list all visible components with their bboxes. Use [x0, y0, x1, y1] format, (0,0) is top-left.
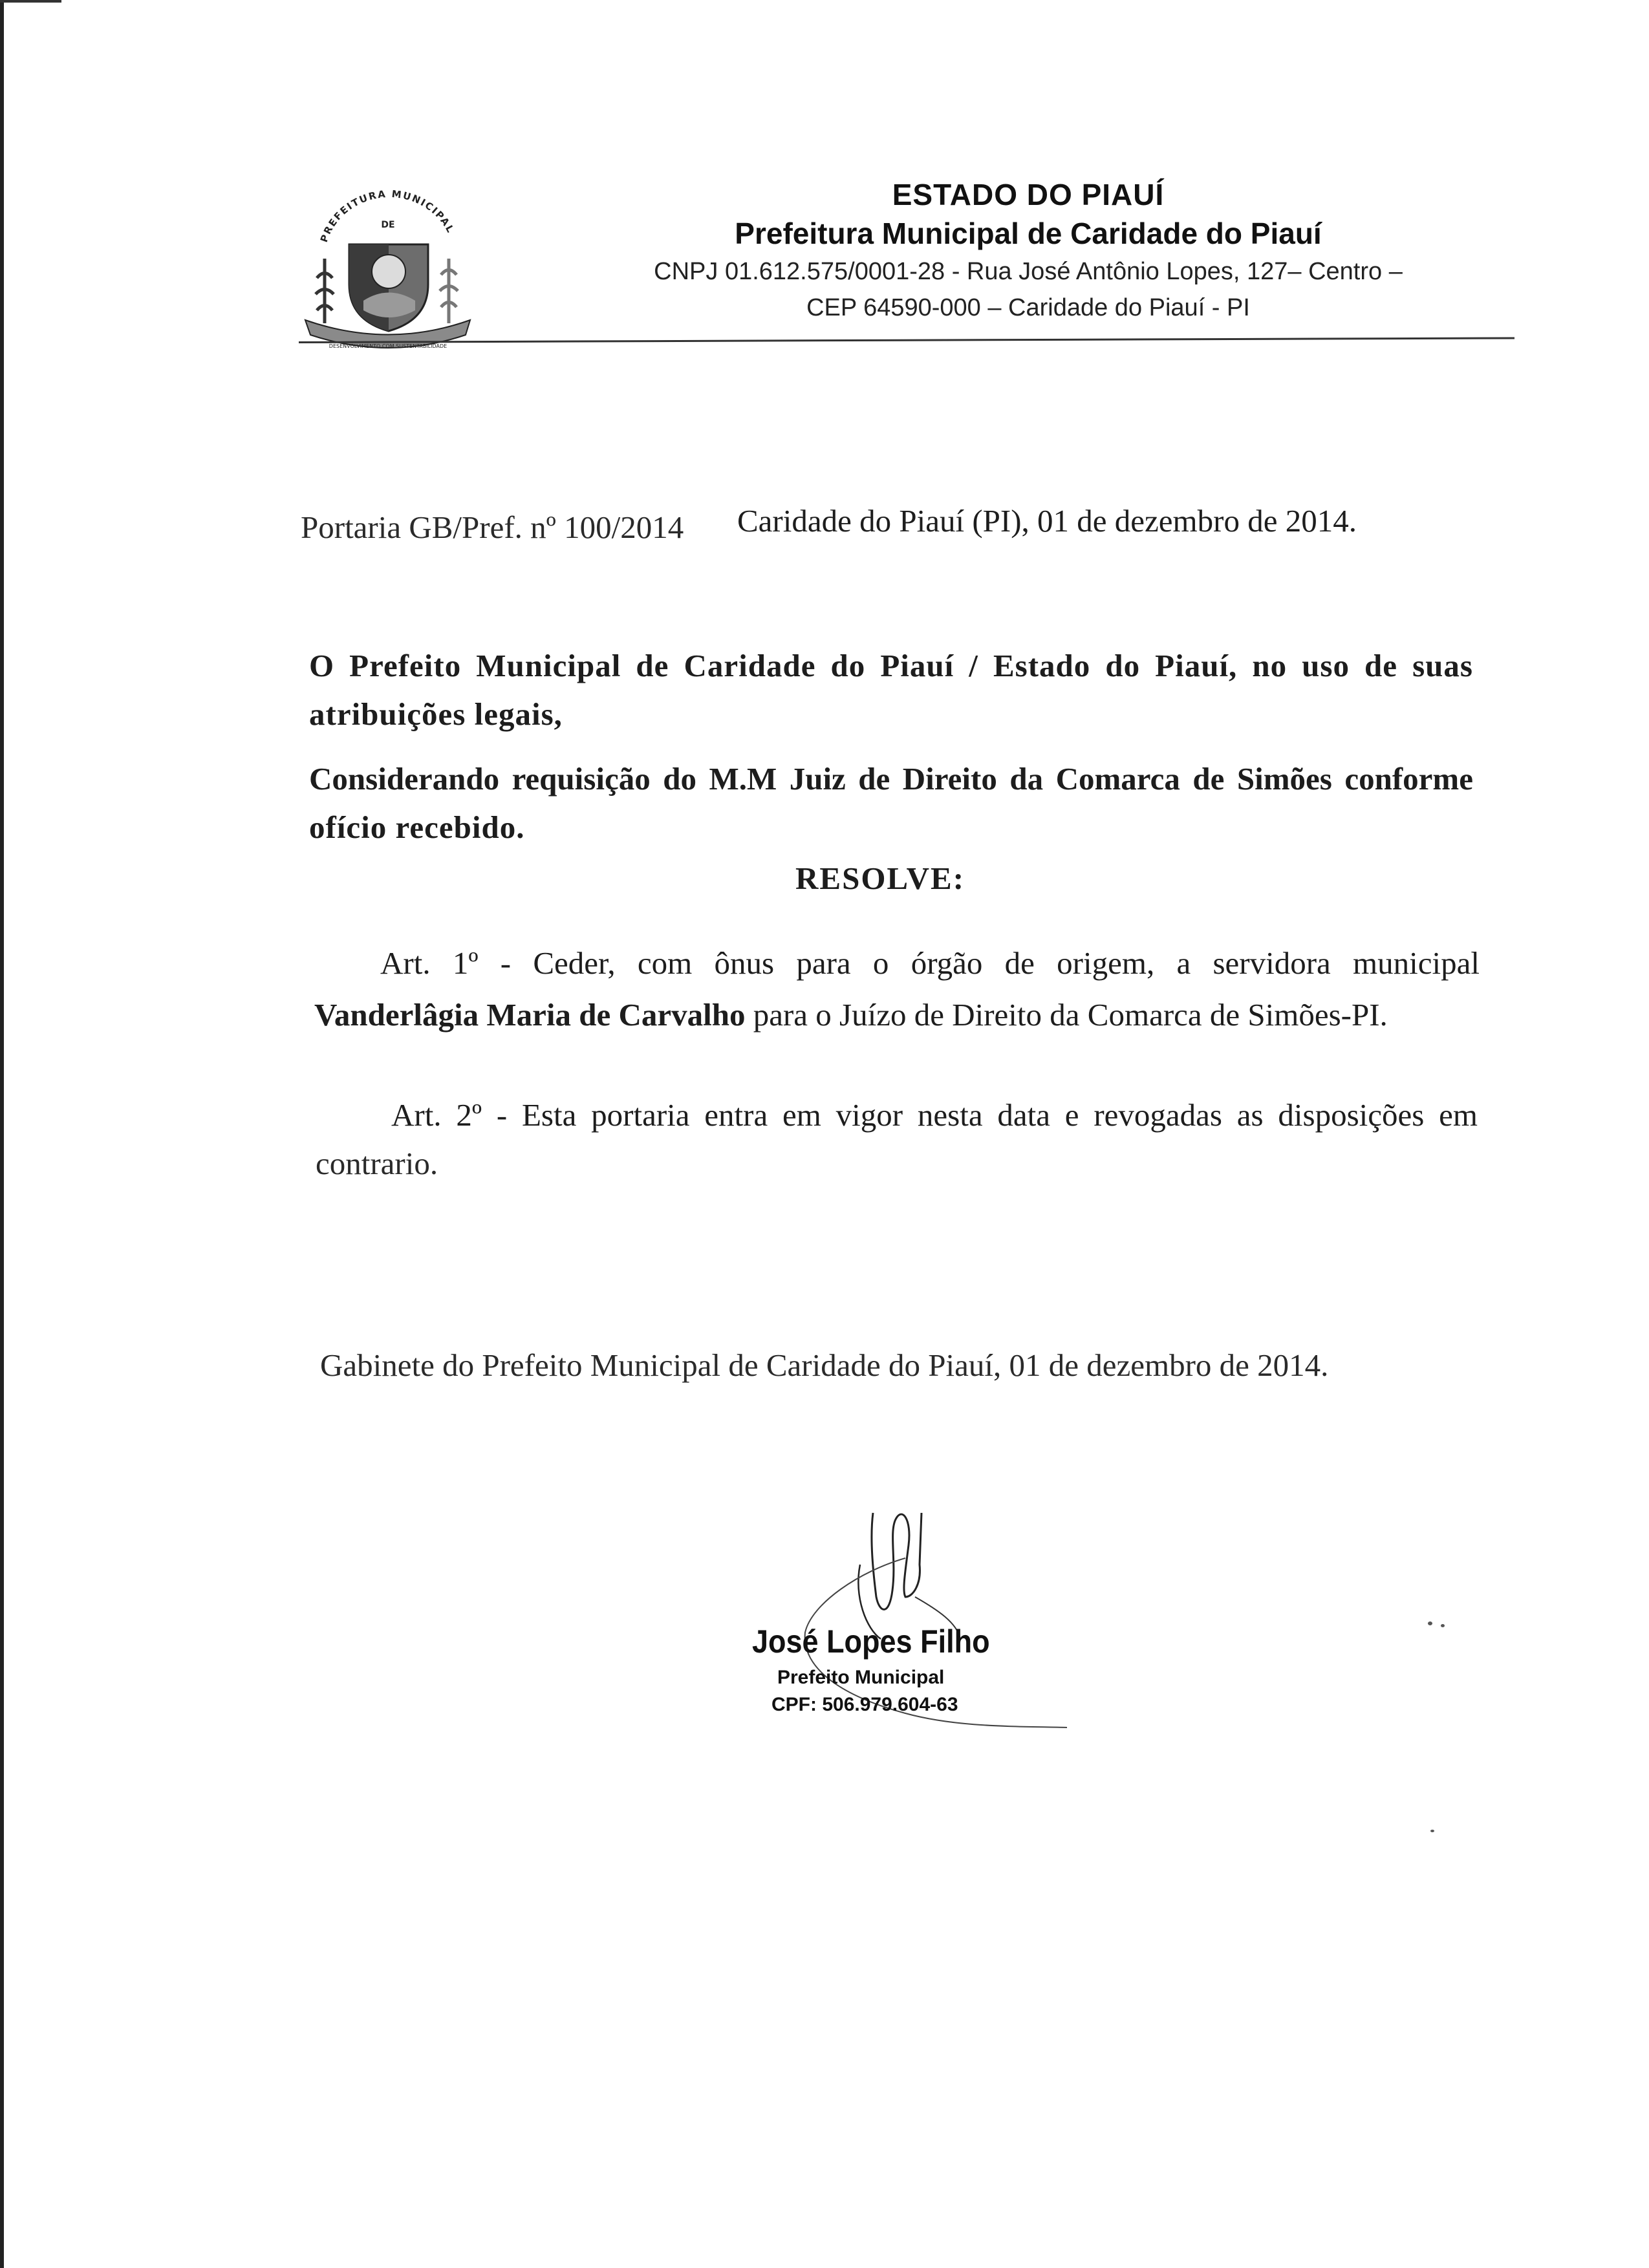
place-date: Caridade do Piauí (PI), 01 de dezembro de 2014.: [737, 503, 1357, 539]
signatory-name: José Lopes Filho: [752, 1623, 990, 1660]
svg-text:PREFEITURA MUNICIPAL: [318, 188, 457, 244]
letterhead: [582, 176, 1474, 326]
article-1-line-2: [314, 996, 1388, 1034]
letterhead-rule: [299, 337, 1514, 343]
seal-arc-text: PREFEITURA MUNICIPAL: [318, 187, 457, 244]
scan-speck: [1428, 1621, 1432, 1625]
signatory-cpf: CPF: 506.979.604-63: [771, 1694, 958, 1715]
considering-line-1: Considerando requisição do M.M Juiz de Direito da Comarca de Simões conforme: [309, 761, 1473, 797]
scan-speck: [1441, 1624, 1445, 1627]
letterhead-city-hall: Prefeitura Municipal de Caridade do Piauí: [735, 217, 1322, 250]
article-1-destination: para o Juízo de Direito da Comarca de Simões-PI.: [745, 997, 1388, 1032]
preamble-line-2: atribuições legais,: [309, 696, 563, 732]
signatory-role: Prefeito Municipal: [777, 1667, 945, 1688]
seal-de-text: DE: [381, 220, 395, 230]
resolve-heading: RESOLVE:: [795, 861, 965, 896]
municipal-seal-icon: [299, 187, 477, 352]
closing-statement: Gabinete do Prefeito Municipal de Caridade do Piauí, 01 de dezembro de 2014.: [320, 1347, 1329, 1383]
letterhead-state: ESTADO DO PIAUÍ: [892, 178, 1165, 211]
preamble-line-1: O Prefeito Municipal de Caridade do Piauí / Estado do Piauí, no uso de suas: [309, 648, 1473, 683]
article-1-servant-name: Vanderlâgia Maria de Carvalho: [314, 997, 746, 1032]
letterhead-address-line-1: CNPJ 01.612.575/0001-28 - Rua José Antônio Lopes, 127– Centro –: [654, 258, 1403, 285]
scan-edge: [0, 0, 4, 2268]
letterhead-address-line-2: CEP 64590-000 – Caridade do Piauí - PI: [806, 294, 1250, 321]
article-2-line-2: contrario.: [316, 1146, 438, 1181]
scan-edge-top: [0, 0, 61, 3]
article-1-line-1: Art. 1º - Ceder, com ônus para o órgão de origem, a servidora municipal: [380, 945, 1480, 981]
scan-speck: [1430, 1830, 1434, 1832]
seal-motto-text: DESENVOLVIMENTO COM SUSTENTABILIDADE: [329, 343, 447, 349]
article-2-line-1: Art. 2º - Esta portaria entra em vigor nesta data e revogadas as disposições em: [391, 1097, 1478, 1133]
considering-line-2: ofício recebido.: [309, 809, 525, 845]
portaria-reference: Portaria GB/Pref. nº 100/2014: [301, 509, 684, 545]
